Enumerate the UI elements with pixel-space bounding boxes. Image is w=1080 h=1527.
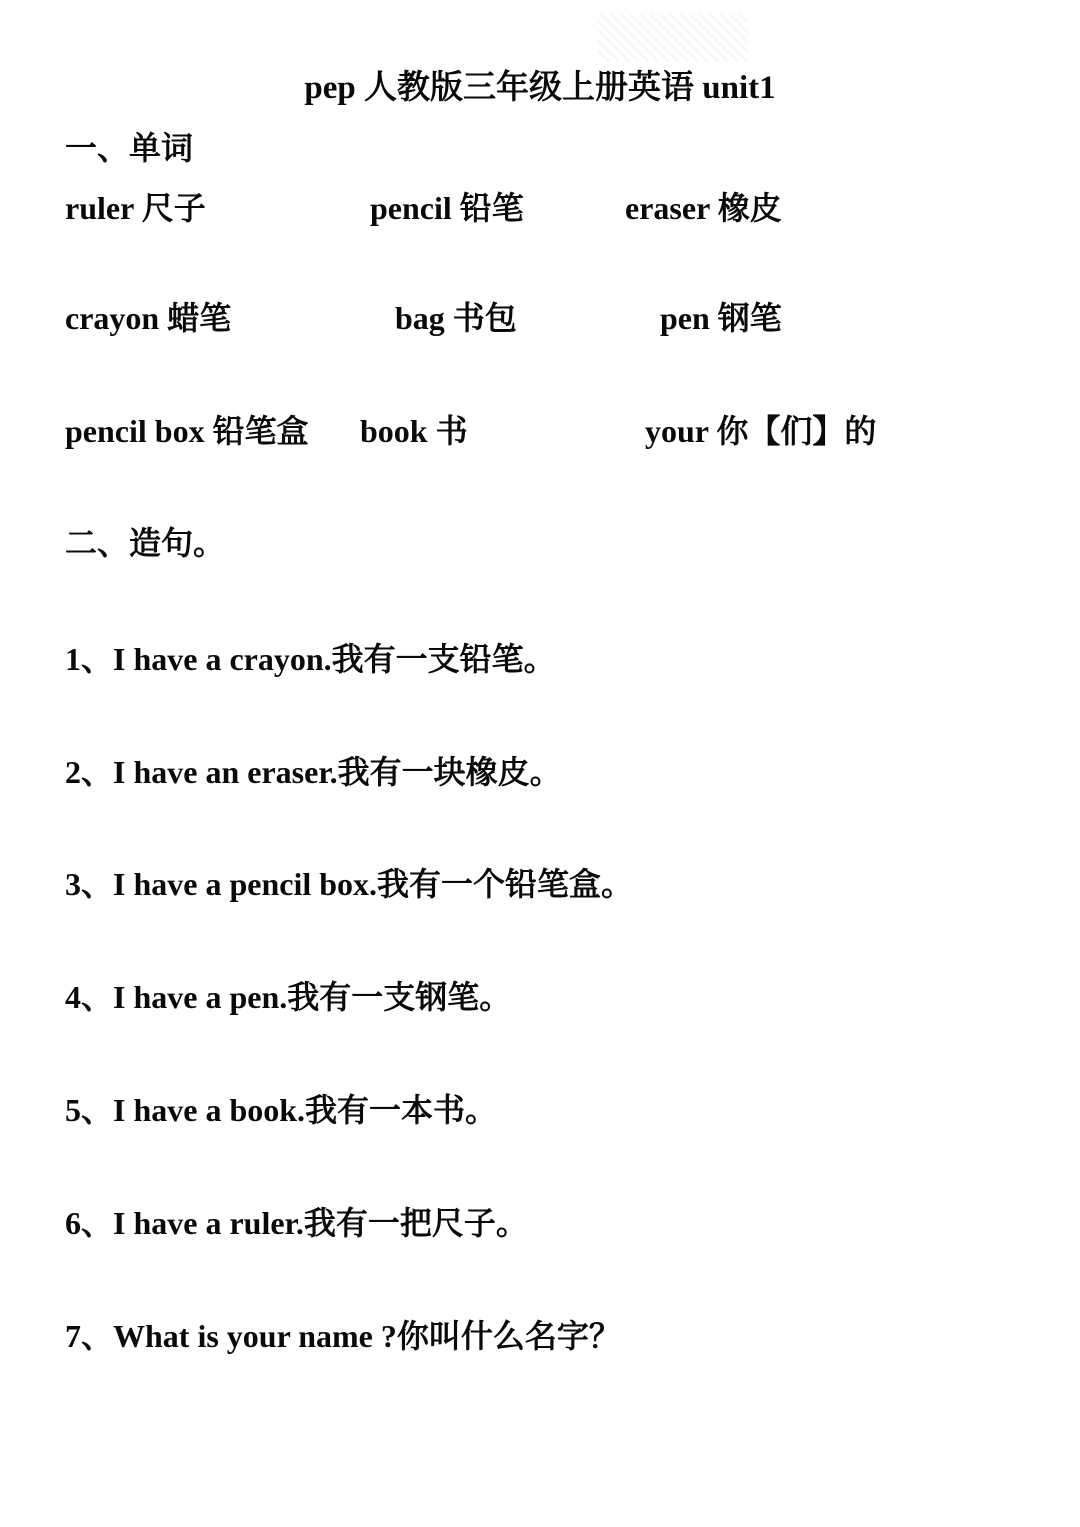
word-item-eraser: eraser 橡皮 [625,190,782,226]
word-item-ruler: ruler 尺子 [65,190,206,226]
word-item-bag: bag 书包 [395,300,517,336]
word-item-pencil: pencil 铅笔 [370,190,524,226]
sentence-item-7: 7、What is your name ?你叫什么名字？ [65,1318,621,1354]
sentence-item-3: 3、I have a pencil box.我有一个铅笔盒。 [65,866,634,902]
word-item-book: book 书 [360,413,468,449]
section-heading-words: 一、单词 [65,130,194,166]
page-title: pep 人教版三年级上册英语 unit1 [304,70,776,106]
sentence-item-6: 6、I have a ruler.我有一把尺子。 [65,1205,528,1241]
word-item-pencil-box: pencil box 铅笔盒 [65,413,309,449]
section-heading-sentences: 二、造句。 [65,525,226,561]
word-item-your: your 你【们】的 [645,413,877,449]
word-item-pen: pen 钢笔 [660,300,782,336]
sentence-item-5: 5、I have a book.我有一本书。 [65,1092,498,1128]
word-row [0,190,1080,234]
faint-watermark [598,14,748,62]
sentence-item-4: 4、I have a pen.我有一支钢笔。 [65,979,512,1015]
sentence-item-2: 2、I have an eraser.我有一块橡皮。 [65,754,562,790]
word-row [0,413,1080,457]
word-row [0,300,1080,344]
word-item-crayon: crayon 蜡笔 [65,300,232,336]
sentence-item-1: 1、I have a crayon.我有一支铅笔。 [65,641,556,677]
